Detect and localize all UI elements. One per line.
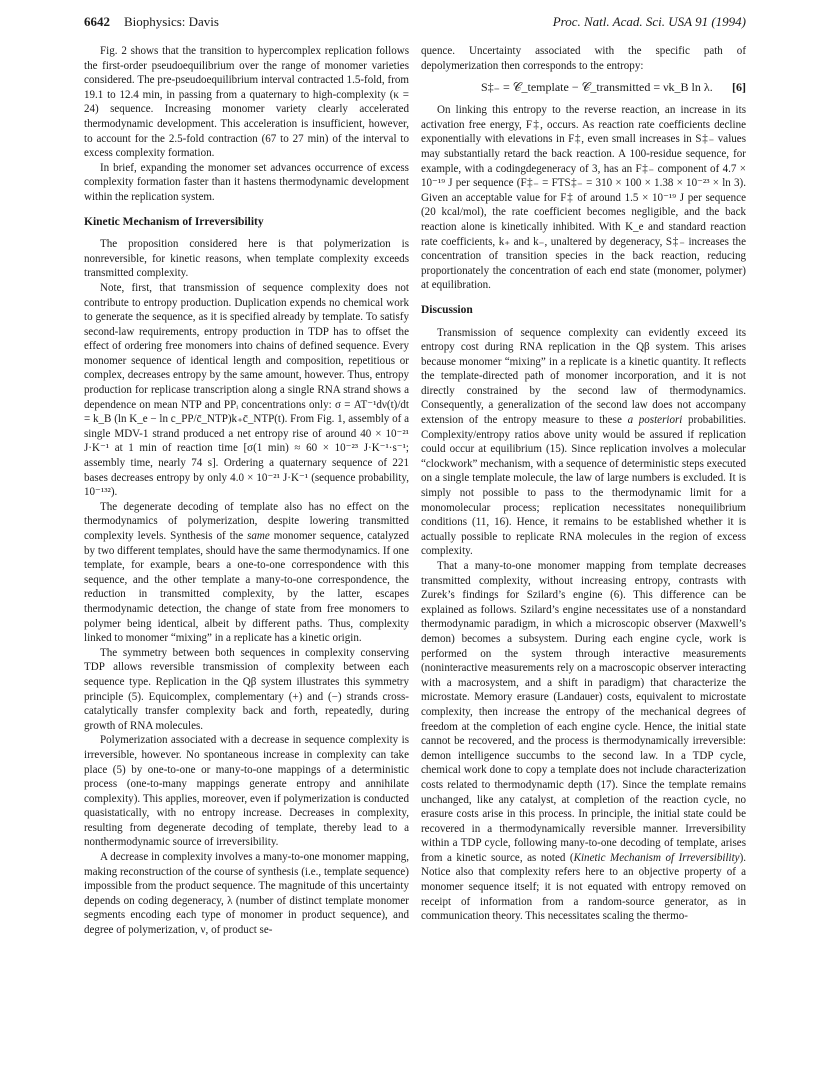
header-left (84, 14, 219, 30)
equation-6 (421, 77, 746, 99)
page-number: 6642 (84, 14, 110, 29)
text-span: ). Notice also that complexity refers here to an objective property of a monomer sequence itself; it is not equated with entropy removed on receipt of information from a random-source generator, as in communication theory. This necessitates scaling the thermo- (421, 851, 747, 923)
paragraph (84, 500, 409, 646)
right-column (421, 44, 746, 924)
paragraph: Fig. 2 shows that the transition to hypercomplex replication follows the first-order pseudoequilibrium over the range of monomer varieties considered. The pre-pseudoequilibrium interval contracted 1.5-fold, from 19.1 to 12.4 min, in passing from a quaternary to high-complexity (κ = 24) sequence. Increasing monomer variety clearly accelerated thermodynamic development. This acceleration is insufficient, however, to account for the 2.5-fold contraction (67 to 27 min) of the interval to excess complexity formation. (84, 45, 409, 160)
paragraph: On linking this entropy to the reverse reaction, an increase in its activation free energy, F‡, occurs. As reaction rate coefficients decline exponentially with elevations in F‡, even small increases in S‡₋ values may substantially retard the back reaction. A 100-residue sequence, for example, with a codingdegeneracy of 3, has an F‡₋ component of 4.7 × 10⁻¹⁹ J per sequence (F‡₋ = FTS‡₋ = 310 × 100 × 1.38 × 10⁻²³ × ln 3). Given an acceptable value for F‡ of around 1.5 × 10⁻¹⁹ J per sequence (20 kcal/mol), the rate coefficient becomes negligible, and the back reaction alone is kinetically inhibited. With K_e and standard reaction rate coefficients, k₊ and k₋, unaltered by degeneracy, S‡₋ increases the concentration of transition species in the back reaction, reducing proportionately the concentration of each end state (monomer, polymer) at equilibration. (421, 104, 746, 292)
paragraph: A decrease in complexity involves a many-to-one monomer mapping, making reconstruction of the course of synthesis (i.e., template sequence) impossible from the product sequence. The magnitude of this uncertainty depends on coding degeneracy, λ (number of distinct template monomer segments encoding each type of monomer in product sequence), and degree of polymerization, ν, of product se- (84, 851, 409, 937)
paragraph: Note, first, that transmission of sequence complexity does not contribute to entropy production. Duplication expends no chemical work to generate the sequence, as it is specified already by template. To satisfy second-law requirements, entropy production in TDP has to offset the effect of ordering free monomers into chains of defined sequence. Every monomer sequence of identical length and composition, repetitious or complex, decreases entropy by the same amount, however. Thus, entropy production for replicase transcription along a single RNA strand shows a dependence on mean NTP and PPᵢ concentrations only: σ = AT⁻¹dν(t)/dt = k_B (ln K_e − ln c_PP/c̄_NTP)k₊c̄_NTP(t). From Fig. 1, assembly of a single MDV-1 strand produced a net entropy rise of around 40 × 10⁻²¹ J·K⁻¹ at 1 min of reaction time [σ(1 min) ≈ 60 × 10⁻²³ J·K⁻¹·s⁻¹; assembly time, nearly 74 s]. Ordering a quaternary sequence of 221 bases decreases entropy by only 4.0 × 10⁻²¹ J·K⁻¹ (sequence probability, 10⁻¹³²). (84, 281, 409, 499)
left-column (84, 44, 409, 938)
text-span: monomer sequence, catalyzed by two different templates, should have the same thermodynamics. If one template, for example, bears a one-to-one correspondence with this sequence, and the other template a many-to-one correspondence, the reduction in transmitted complexity, by the latter, escapes thermodynamic detection, the change of state from free monomers to polymer being identical, albeit by different paths. Thus, complexity linked to monomer “mixing” in a replicate has a kinetic origin. (84, 530, 409, 645)
emphasis: Kinetic Mechanism of Irreversibility (573, 851, 740, 864)
text-span: The degenerate decoding of template also has no effect on the thermodynamics of polymerization, despite lowering transmitted complexity levels. Synthesis of the (84, 500, 409, 542)
text-span: Transmission of sequence complexity can evidently exceed its entropy cost during RNA replication in the Qβ system. This arises because monomer “mixing” in a replicate is a kinetic quantity. It reflects the template-directed path of monomer incorporation, and it is not directly constrained by the second law of thermodynamics. Consequently, a generalization of the second law does not accompany extension of the entropy measure to these (421, 326, 746, 427)
running-header (84, 14, 746, 30)
text-span: probabilities. Complexity/entropy ratios above unity would be assured if replication could occur at equilibrium (15). Since replication involves a molecular “clockwork” mechanism, with a sequence of deterministic steps executed on a single template molecule, the law of large numbers is excluded. It is simply not possible to pass to the thermodynamic limit for a monomolecular process; replication necessitates nonequilibrium conditions (11, 16). Hence, it remains to be established whether it is actually possible to replicate RNA molecules in the region of excess complexity. (421, 414, 746, 558)
equation-formula: S‡₋ = 𝒞_template − 𝒞_transmitted = νk_B ln λ. (481, 80, 713, 95)
running-title: Biophysics: Davis (124, 14, 219, 29)
paragraph: Polymerization associated with a decrease in sequence complexity is irreversible, however. No spontaneous increase in complexity can take place (5) by one-to-one or many-to-one mappings of a deterministic process (one-to-many mappings generate entropy and annihilate complexity). This applies, moreover, even if polymerization is conducted quasistatically, with no entropy increase. Decreases in complexity, resulting from degenerate decoding of template, thereby lead to a nonthermodynamic source of irreversibility. (84, 734, 409, 849)
equation-number: [6] (732, 80, 746, 95)
paragraph: The proposition considered here is that polymerization is nonreversible, for kinetic reasons, when template complexity exceeds transmitted complexity. (84, 238, 409, 280)
paragraph (421, 326, 746, 560)
paragraph: quence. Uncertainty associated with the specific path of depolymerization then corresponds to the entropy: (421, 45, 746, 72)
journal-citation: Proc. Natl. Acad. Sci. USA 91 (1994) (552, 14, 746, 29)
text-span: That a many-to-one monomer mapping from template decreases transmitted complexity, without increasing entropy, contrasts with Zurek’s findings for Szilard’s engine (6). This difference can be explained as follows. Szilard’s engine necessitates use of a nonstandard thermodynamic paradigm, in which a microscopic observer (Maxwell’s demon) becomes a subsystem. During each engine cycle, work is performed on the system through interactive measurements (noninteractive measurements rely on a macroscopic observer interacting with a macrosystem, and a shift in paradigm) that characterize the microstate. Memory erasure (Landauer) costs, equivalent to microstate complexity, then increase the entropy of the mechanical degrees of freedom at the completion of each engine cycle. Hence, the initial state cannot be recovered, and the process is thermodynamically irreversible: demon intelligence succumbs to the second law. In a TDP cycle, chemical work done to copy a template does not include characterization costs related to thermodynamic depth (17). Since the template remains unchanged, like any catalyst, at completion of the reaction cycle, no erasure costs arise in this process. In principle, the initial state could be recovered in a thermodynamically reversible manner. Irreversibility within a TDP cycle, following many-to-one decoding of template, arises from a kinetic source, as noted ( (421, 560, 746, 864)
emphasis: same (247, 530, 270, 542)
paragraph: In brief, expanding the monomer set advances occurrence of excess complexity formation faster than it hastens thermodynamic development within the replication system. (84, 161, 409, 203)
paragraph (421, 559, 746, 924)
section-heading-kinetic-mechanism: Kinetic Mechanism of Irreversibility (84, 215, 264, 228)
paragraph: The symmetry between both sequences in complexity conserving TDP allows reversible transmission of complexity between each sequence type. Replication in the Qβ system illustrates this symmetry principle (5). Equicomplex, complementary (+) and (−) strands cross-catalytically transfer complexity back and forth, repeatedly, during growth of RNA molecules. (84, 646, 409, 732)
section-heading-discussion: Discussion (421, 303, 473, 316)
emphasis: a posteriori (627, 414, 683, 427)
